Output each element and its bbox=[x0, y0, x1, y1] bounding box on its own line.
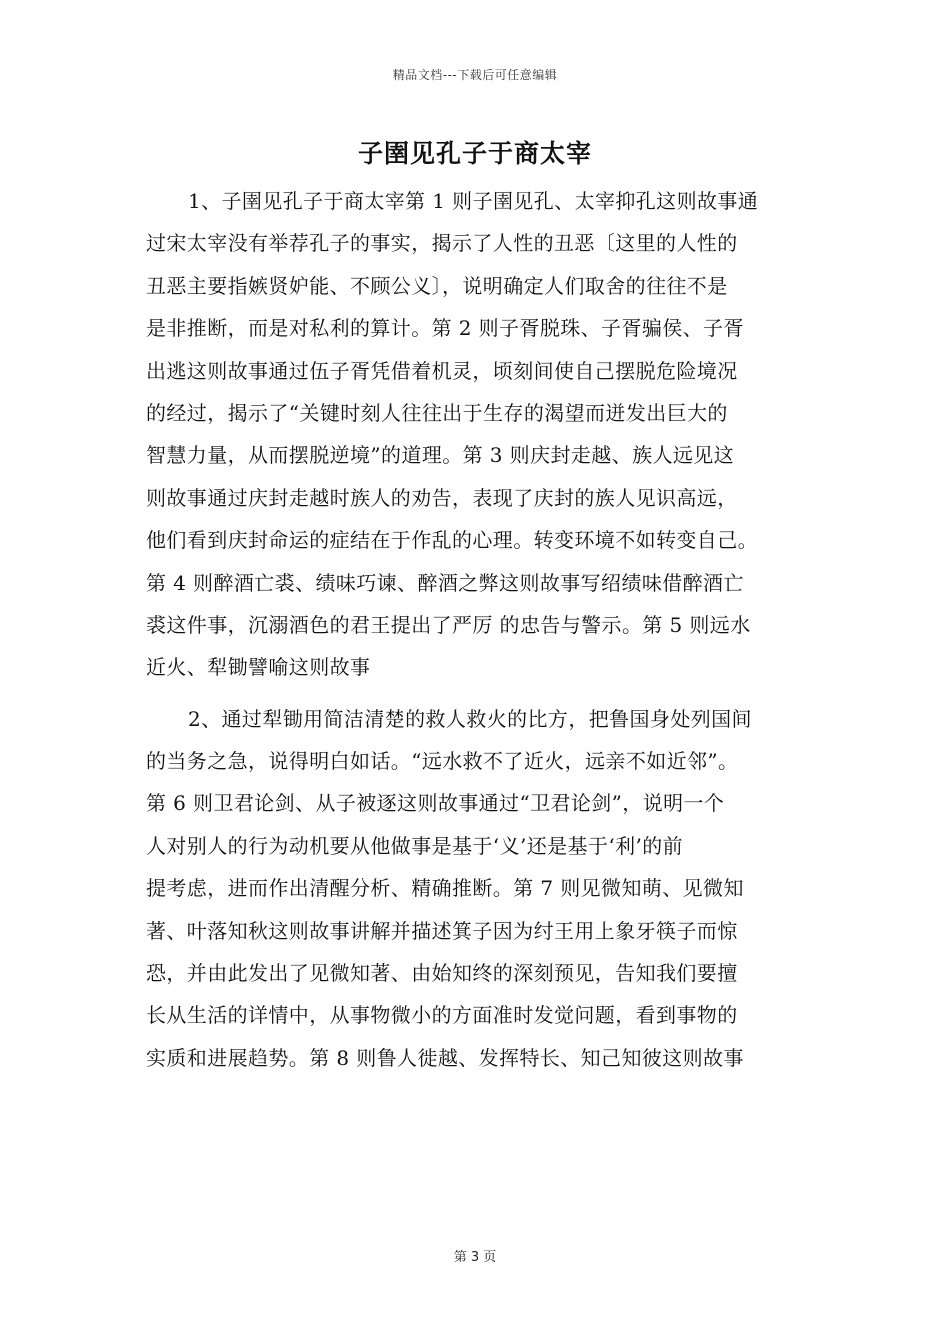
text-line: 智慧力量，从而摆脱逆境”的道理。第 3 则庆封走越、族人远见这 bbox=[146, 443, 735, 468]
text-line: 他们看到庆封命运的症结在于作乱的心理。转变环境不如转变自己。 bbox=[146, 528, 758, 553]
text-line: 提考虑，进而作出清醒分析、精确推断。第 7 则见微知萌、见微知 bbox=[146, 876, 744, 901]
text-line: 2、通过犁锄用简洁清楚的救人救火的比方，把鲁国身处列国间 bbox=[188, 706, 752, 731]
text-line: 是非推断，而是对私利的算计。第 2 则子胥脱珠、子胥骗侯、子胥 bbox=[146, 316, 744, 341]
text-line: 1、子圉见孔子于商太宰第 1 则子圉见孔、太宰抑孔这则故事通 bbox=[188, 189, 759, 213]
text-line: 裘这件事，沉溺酒色的君王提出了严厉 的忠告与警示。第 5 则远水 bbox=[146, 612, 751, 637]
text-line: 则故事通过庆封走越时族人的劝告，表现了庆封的族人见识高远， bbox=[146, 485, 738, 510]
page-header: 精品文档---下载后可任意编辑 bbox=[392, 68, 558, 82]
text-line: 过宋太宰没有举荐孔子的事实，揭示了人性的丑恶〔这里的人性的 bbox=[146, 231, 738, 256]
text-line: 恐，并由此发出了见微知著、由始知终的深刻预见，告知我们要擅 bbox=[146, 961, 738, 986]
text-line: 的经过，揭示了“关键时刻人往往出于生存的渴望而迸发出巨大的 bbox=[146, 400, 728, 425]
text-line: 实质和进展趋势。第 8 则鲁人徙越、发挥特长、知己知彼这则故事 bbox=[146, 1045, 744, 1070]
text-line: 近火、犁锄譬喻这则故事 bbox=[146, 655, 371, 680]
text-line: 著、叶落知秋这则故事讲解并描述箕子因为纣王用上象牙筷子而惊 bbox=[146, 918, 738, 943]
document-body bbox=[146, 180, 814, 1079]
text-line: 第 4 则醉酒亡裘、绩味巧谏、醉酒之弊这则故事写绍绩味借醉酒亡 bbox=[146, 570, 744, 595]
document-title: 子圉见孔子于商太宰 bbox=[357, 139, 592, 168]
text-line: 第 6 则卫君论剑、从子被逐这则故事通过“卫君论剑”，说明一个 bbox=[146, 791, 725, 816]
text-line: 出逃这则故事通过伍子胥凭借着机灵，顷刻间使自己摆脱危险境况 bbox=[146, 358, 738, 383]
text-line: 长从生活的详情中，从事物微小的方面准时发觉问题，看到事物的 bbox=[146, 1003, 738, 1028]
paragraph-1 bbox=[146, 180, 814, 689]
text-line: 丑恶主要指嫉贤妒能、不顾公义〕，说明确定人们取舍的往往不是 bbox=[146, 273, 728, 298]
paragraph-2 bbox=[146, 698, 814, 1080]
text-line: 的当务之急，说得明白如话。“远水救不了近火，远亲不如近邻”。 bbox=[146, 749, 739, 774]
page-number: 第 3 页 bbox=[453, 1250, 497, 1265]
text-line: 人对别人的行为动机要从他做事是基于‘义’还是基于‘利’的前 bbox=[146, 833, 684, 858]
